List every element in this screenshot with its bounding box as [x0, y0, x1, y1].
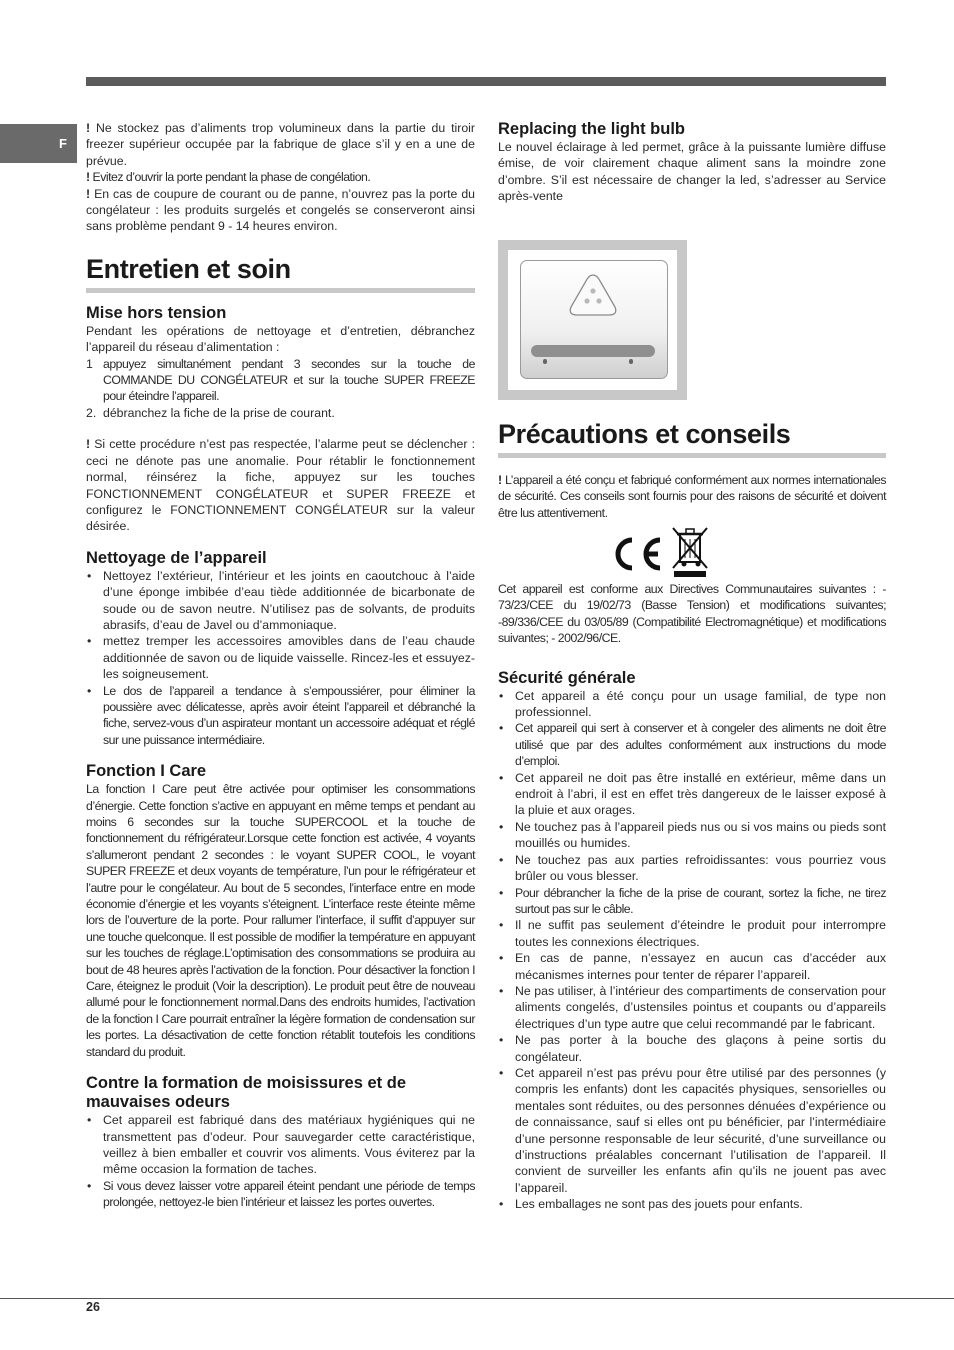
securite-item: • En cas de panne, n’essayez en aucun cas d’accéder aux mécanismes internes pour tenter de réparer l’appareil. — [498, 950, 886, 983]
heading-replacing-bulb: Replacing the light bulb — [498, 120, 685, 138]
heading-moisissures: Contre la formation de moisissures et de mauvaises odeurs — [86, 1074, 406, 1112]
weee-crossed-bin-icon — [670, 524, 710, 578]
securite-item: • Cet appareil n’est pas prévu pour être utilisé par des personnes (y compris les enfants) dont les capacités physiques, sensorielles ou mentales sont réduites, ou des personnes dénuées d’expérience ou de connaissance, sauf si elles ont pu bénéficier, par l’intermédiaire d’une personne responsable de leur sécurité, d’une surveillance ou d’instructions préalables concernant l’utilisation de l’appareil. Il convient de surveiller les enfants afin qu’ils ne jouent pas avec l’appareil. — [498, 1065, 886, 1196]
securite-list — [498, 688, 886, 1213]
mise-steps — [86, 356, 475, 422]
right-column-top — [498, 120, 886, 205]
header-rule — [86, 77, 886, 86]
moisissures-list — [86, 1112, 475, 1210]
language-tab-label: F — [59, 136, 67, 151]
heading-icare: Fonction I Care — [86, 762, 207, 781]
mise-step-1: 1 appuyez simultanément pendant 3 secondes sur la touche de COMMANDE DU CONGÉLATEUR et sur la touche SUPER FREEZE pour éteindre l’appareil. — [86, 356, 475, 404]
led-triangle-icon — [563, 271, 623, 321]
securite-item: • Ne touchez pas à l’appareil pieds nus ou si vos mains ou pieds sont mouillés ou humides. — [498, 819, 886, 852]
intro-note-2: ! Evitez d’ouvrir la porte pendant la phase de congélation. — [86, 170, 371, 185]
nettoyage-item: • Le dos de l’appareil a tendance à s’empoussiérer, pour éliminer la poussière avec délicatesse, après avoir éteint l’appareil et débranché la fiche, servez-vous d’un aspirateur montant un accessoire adéquat et réglé sur une puissance intermédiaire. — [86, 683, 475, 749]
certification-marks — [610, 524, 710, 578]
nettoyage-list — [86, 568, 475, 748]
intro-notes — [86, 120, 475, 235]
precautions-intro: ! L’appareil a été conçu et fabriqué conformément aux normes internationales de sécurité. Ces conseils sont fournis pour des raisons de sécurité et doivent être lus attentivement. — [498, 473, 886, 520]
directives-text: Cet appareil est conforme aux Directives Communautaires suivantes : - 73/23/CEE du 19/02/73 (Basse Tension) et modifications suivantes; -89/336/CEE du 03/05/89 (Compatibilité Electromagnétique) et modifications suivantes; - 2002/96/CE. — [498, 582, 886, 646]
moisissures-item: • Cet appareil est fabriqué dans des matériaux hygiéniques qui ne transmettent pas d’odeur. Pour sauvegarder cette caractéristique, veillez à bien emballer et couvrir vos aliments. Vous éviterez par la même occasion la formation de taches. — [86, 1112, 475, 1178]
heading-securite: Sécurité générale — [498, 668, 636, 687]
language-tab — [0, 124, 77, 163]
securite-item: • Ne pas porter à la bouche des glaçons à peine sortis du congélateur. — [498, 1032, 886, 1065]
mise-warning: ! Si cette procédure n’est pas respectée, l’alarme peut se déclencher : ceci ne dénote pas une anomalie. Pour rétablir le fonctionnement normal, réinsérez la fiche, appuyez sur les touches FONCTIONNEMENT CONGÉLATEUR et SUPER FREEZE et configurez le FONCTIONNEMENT CONGÉLATEUR sur la valeur désirée. — [86, 437, 475, 534]
footer-rule — [0, 1298, 954, 1299]
nettoyage-item: • mettez tremper les accessoires amovibles dans de l’eau chaude additionnée de savon ou de liquide vaisselle. Rincez-les et essuyez-les soigneusement. — [86, 633, 475, 682]
securite-item: • Pour débrancher la fiche de la prise de courant, sortez la fiche, ne tirez surtout pas sur le câble. — [498, 885, 886, 918]
moisissures-item: • Si vous devez laisser votre appareil éteint pendant une période de temps prolongée, nettoyez-le bien l’intérieur et laissez les portes ouvertes. — [86, 1178, 475, 1211]
intro-note-3: ! En cas de coupure de courant ou de panne, n’ouvrez pas la porte du congélateur : les produits surgelés et congelés se conserveront ainsi sans problème pendant 9 - 14 heures environ. — [86, 186, 475, 234]
intro-note-1: ! Ne stockez pas d’aliments trop volumineux dans la partie du tiroir freezer supérieur occupée par la fabrique de glace s’il y en a une de prévue. — [86, 121, 475, 168]
right-column-precautions — [498, 418, 886, 521]
section-title-entretien: Entretien et soin — [86, 253, 475, 293]
section-title-precautions: Précautions et conseils — [498, 418, 886, 458]
securite-item: • Cet appareil ne doit pas être installé en extérieur, même dans un endroit à l’abri, il est en effet très dangereux de le laisser exposé à la pluie et aux orages. — [498, 770, 886, 819]
heading-nettoyage: Nettoyage de l’appareil — [86, 548, 267, 567]
mise-text: Pendant les opérations de nettoyage et d’entretien, débranchez l’appareil du réseau d’alimentation : — [86, 323, 475, 355]
right-column-securite — [498, 581, 886, 1213]
icare-text: La fonction I Care peut être activée pour optimiser les consommations d’énergie. Cette fonction s’active en appuyant en même temps et pendant au moins 6 secondes sur la touche SUPERCOOL et la touche de fonctionnement du réfrigérateur.Lorsque cette fonction est activée, 4 voyants s’allumeront pendant 2 secondes : le voyant SUPER COOL, le voyant SUPER FREEZE et deux voyants de température, l’un pour le réfrigérateur et l’autre pour le congélateur. Au bout de 5 secondes, l’interface entre en mode économie d’énergie et les voyants s’éteignent. L’interface reste éteinte même lors de l’ouverture de la porte. Pour rallumer l’interface, il suffit d’appuyer sur une touche quelconque. Il est possible de modifier la température en appuyant sur les touches de réglage.L’optimisation des consommations se produira au bout de 48 heures après l’activation de la fonction. Pour désactiver la fonction I Care, éteignez le produit (Voir la description). Le produit peut être de nouveau allumé pour le fonctionnement normal.Dans des endroits humides, l’activation de la fonction I Care pourrait entraîner la légère formation de condensation sur les portes. La désactivation de cette fonction rétablit toutefois les conditions standard du produit. — [86, 782, 475, 1059]
ce-mark-icon — [610, 534, 664, 574]
securite-item: • Ne touchez pas aux parties refroidissantes: vous pourriez vous brûler ou vous blesser. — [498, 852, 886, 885]
nettoyage-item: • Nettoyez l’extérieur, l’intérieur et les joints en caoutchouc à l’aide d’une éponge imbibée d’eau tiède additionnée de bicarbonate de soude ou de savon neutre. N’utilisez pas de solvants, de produits abrasifs, d’eau de Javel ou d’ammoniaque. — [86, 568, 475, 634]
left-column — [86, 120, 475, 1211]
mise-step-2: 2. débranchez la fiche de la prise de courant. — [86, 405, 335, 420]
securite-item: • Il ne suffit pas seulement d’éteindre le produit pour interrompre toutes les connexions électriques. — [498, 917, 886, 950]
bulb-text: Le nouvel éclairage à led permet, grâce à la puissante lumière diffuse émise, de voir clairement chaque aliment sans la moindre zone d’ombre. S’il est nécessaire de changer la led, s’adresser au Service après-vente — [498, 140, 886, 204]
securite-item: • Les emballages ne sont pas des jouets pour enfants. — [498, 1196, 886, 1212]
securite-item: • Cet appareil qui sert à conserver et à congeler des aliments ne doit être utilisé que par des adultes conformément aux instructions du mode d’emploi. — [498, 720, 886, 769]
page-number: 26 — [86, 1300, 100, 1314]
securite-item: • Cet appareil a été conçu pour un usage familial, de type non professionnel. — [498, 688, 886, 721]
led-light-cover-illustration — [498, 240, 687, 400]
heading-mise-hors-tension: Mise hors tension — [86, 303, 227, 322]
securite-item: • Ne pas utiliser, à l’intérieur des compartiments de conservation pour aliments congelés, d’ustensiles pointus et coupants ou d’appareils électriques d’un type autre que celui recommandé par le fabricant. — [498, 983, 886, 1032]
